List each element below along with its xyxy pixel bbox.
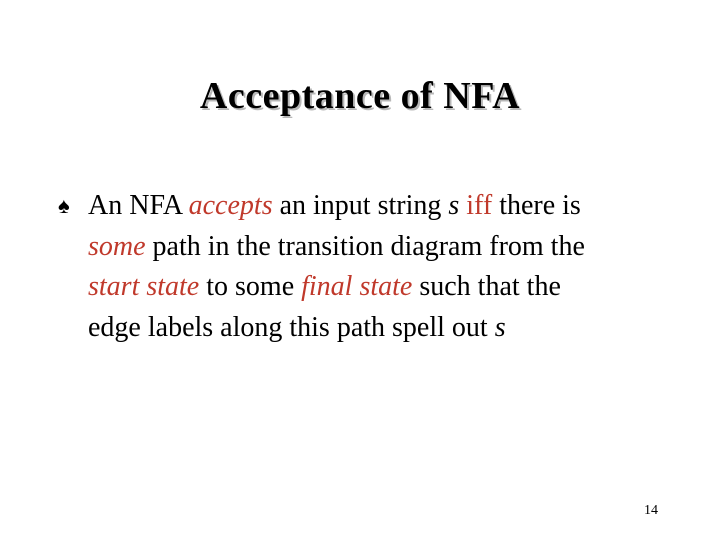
- bullet-text: [88, 186, 678, 348]
- emphasis-final-state: final state: [301, 271, 413, 302]
- text-segment: An NFA: [88, 190, 189, 221]
- emphasis-start-state: start state: [88, 271, 200, 302]
- emphasis-iff: iff: [466, 190, 493, 221]
- variable-s: s: [448, 190, 460, 221]
- text-segment: path in the transition diagram from the: [145, 230, 585, 262]
- text-segment: an input string: [272, 190, 449, 221]
- slide-title: Acceptance of NFA: [199, 75, 521, 117]
- bullet-line-4: [88, 308, 678, 349]
- bullet-line-2: [88, 227, 678, 268]
- text-segment: there is: [492, 190, 581, 221]
- bullet-point: [58, 186, 678, 348]
- text-segment: to some: [199, 271, 302, 302]
- emphasis-some: some: [88, 230, 146, 262]
- variable-s: s: [494, 311, 506, 343]
- bullet-line-1: [88, 186, 678, 227]
- text-segment: such that the: [412, 271, 561, 302]
- spade-icon: ♠: [58, 193, 70, 218]
- bullet-line-3: [88, 267, 678, 308]
- page-number: 14: [644, 503, 658, 518]
- text-segment: edge labels along this path spell out: [88, 311, 495, 343]
- emphasis-accepts: accepts: [188, 190, 273, 221]
